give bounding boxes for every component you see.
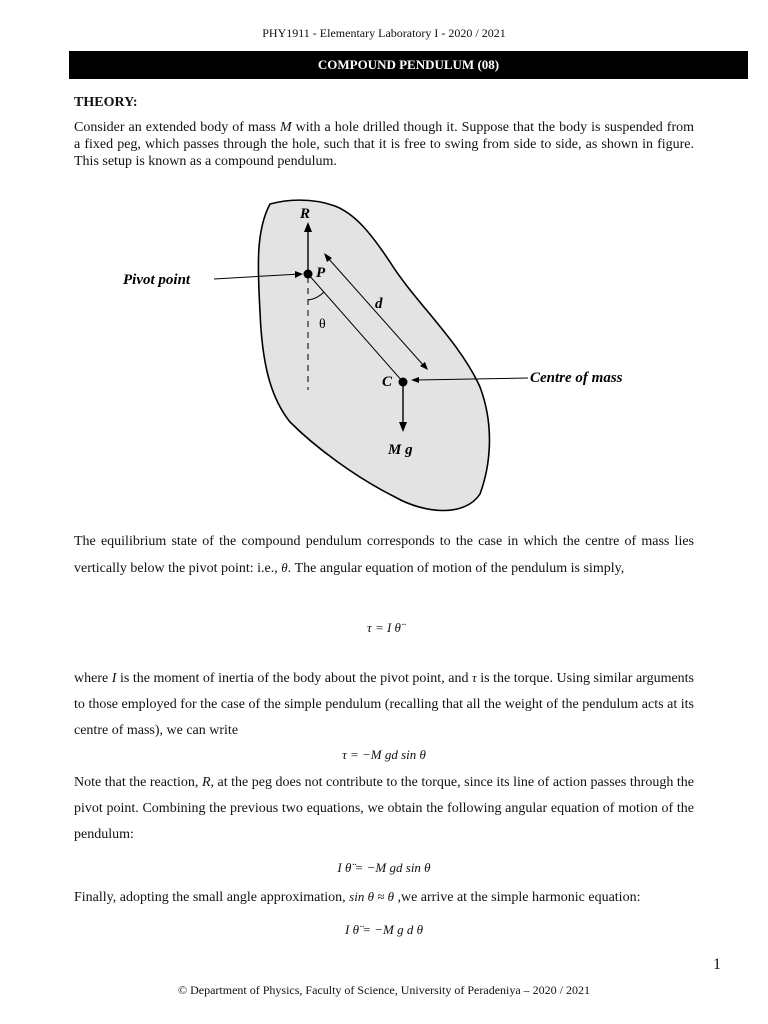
para1-theta: θ [281,560,288,575]
equation-simple-harmonic: I θ̈ = −M g d θ [345,922,423,937]
para4-text-1: Finally, adopting the small angle approximation, [74,890,350,905]
equation-torque-inertia: τ = I θ̈ [367,620,401,635]
title-banner [69,51,748,79]
compound-pendulum-figure [110,192,670,522]
distance-label: d [375,296,383,312]
para2-text-1: where [74,671,112,686]
equilibrium-paragraph [74,529,694,582]
weight-label: M g [388,442,413,458]
section-heading: THEORY: [74,95,138,110]
intro-mass-symbol: M [279,120,292,135]
page-header: PHY1911 - Elementary Laboratory I - 2020 / 2021 [262,26,506,40]
para4-text-2: ,we arrive at the simple harmonic equation: [393,890,641,905]
reaction-paragraph [74,770,694,848]
equation-motion: I θ̈ = −M gd sin θ [337,860,431,875]
intro-paragraph [74,119,694,170]
para3-text-1: Note that the reaction, [74,775,202,790]
reaction-label: R [300,206,311,222]
pivot-point-dot [304,270,313,279]
equation-torque-weight: τ = −M gd sin θ [342,747,426,762]
para1-text-2: . The angular equation of motion of the pendulum is simply, [287,561,625,576]
para2-text-3: is the torque. Using similar arguments to those employed for the case of the simple pendulum (recalling that all the weight of the pendulum acts at its centre of mass), we can write [74,671,695,738]
centre-of-mass-label: Centre of mass [530,370,623,386]
para3-reaction-symbol: R [201,775,211,790]
centre-letter-label: C [382,374,393,390]
para1-text-1: The equilibrium state of the compound pendulum corresponds to the case in which the centre of mass lies vertically below the pivot point: i.e., [74,534,694,576]
intro-text-1: Consider an extended body of mass [74,120,280,135]
para2-inertia-symbol: I [111,671,117,686]
pivot-point-label: Pivot point [123,272,191,288]
pivot-letter-label: P [316,265,326,281]
banner-title: COMPOUND PENDULUM (08) [317,57,500,72]
page-footer: © Department of Physics, Faculty of Science, University of Peradeniya – 2020 / 2021 [177,983,591,997]
para3-text-2: , at the peg does not contribute to the torque, since its line of action passes through the pivot point. Combining the previous two equations, we obtain the following angular equation of motion of the pendulum: [74,775,694,842]
para4-approximation: sin θ ≈ θ [349,889,394,904]
theta-label: θ [319,317,326,332]
small-angle-paragraph [74,888,694,907]
centre-of-mass-dot [399,378,408,387]
para2-text-2: is the moment of inertia of the body about the pivot point, and [116,671,472,686]
page-number: 1 [713,956,721,973]
intro-text-2: with a hole drilled though it. Suppose that the body is suspended from a fixed peg, which passes through the hole, such that it is free to swing from side to side, as shown in figure. This setup is known as a compound pendulum. [74,120,694,169]
inertia-paragraph [74,665,694,744]
para2-tau: τ [472,670,477,685]
extended-body-shape [258,200,489,510]
